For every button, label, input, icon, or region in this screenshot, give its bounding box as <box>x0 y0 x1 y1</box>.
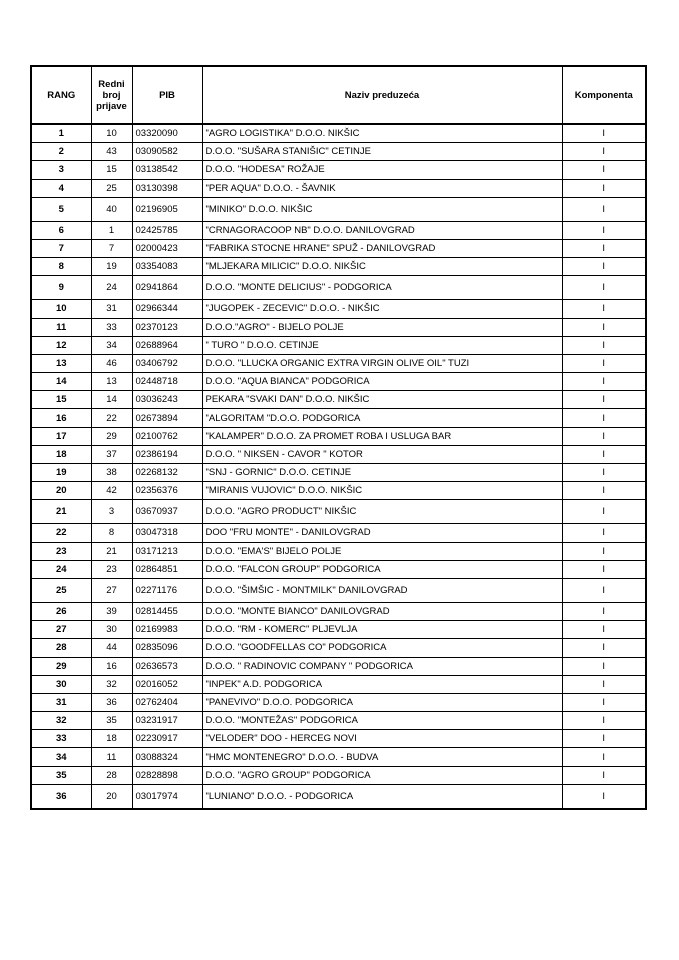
cell-komponenta: I <box>562 693 646 711</box>
table-row <box>31 639 646 657</box>
cell-pib: 02835096 <box>132 639 202 657</box>
cell-naziv: D.O.O. " RADINOVIC COMPANY " PODGORICA <box>202 657 562 675</box>
cell-naziv: "INPEK" A.D. PODGORICA <box>202 675 562 693</box>
cell-redni: 22 <box>91 409 132 427</box>
table-row <box>31 161 646 179</box>
cell-rang: 36 <box>31 784 91 809</box>
cell-naziv: "SNJ - GORNIC" D.O.O. CETINJE <box>202 464 562 482</box>
cell-naziv: "VELODER" DOO - HERCEG NOVI <box>202 730 562 748</box>
cell-naziv: "LUNIANO" D.O.O. - PODGORICA <box>202 784 562 809</box>
cell-komponenta: I <box>562 445 646 463</box>
cell-naziv: D.O.O. "RM - KOMERC" PLJEVLJA <box>202 621 562 639</box>
cell-naziv: D.O.O. "LLUCKA ORGANIC EXTRA VIRGIN OLIVE OIL" TUZI <box>202 354 562 372</box>
cell-naziv: PEKARA "SVAKI DAN" D.O.O. NIKŠIC <box>202 391 562 409</box>
cell-redni: 36 <box>91 693 132 711</box>
cell-naziv: "MLJEKARA MILICIC" D.O.O. NIKŠIC <box>202 258 562 276</box>
table-row <box>31 445 646 463</box>
table-row <box>31 239 646 257</box>
cell-pib: 03138542 <box>132 161 202 179</box>
cell-pib: 02196905 <box>132 197 202 221</box>
cell-naziv: D.O.O. "HODESA" ROŽAJE <box>202 161 562 179</box>
cell-redni: 19 <box>91 258 132 276</box>
cell-redni: 10 <box>91 124 132 143</box>
cell-pib: 02425785 <box>132 221 202 239</box>
cell-rang: 26 <box>31 602 91 620</box>
table-row <box>31 391 646 409</box>
table-row <box>31 124 646 143</box>
table-row <box>31 336 646 354</box>
cell-pib: 02864851 <box>132 560 202 578</box>
cell-komponenta: I <box>562 336 646 354</box>
cell-naziv: DOO "FRU MONTE" - DANILOVGRAD <box>202 524 562 542</box>
cell-redni: 38 <box>91 464 132 482</box>
cell-pib: 02386194 <box>132 445 202 463</box>
cell-pib: 02688964 <box>132 336 202 354</box>
cell-komponenta: I <box>562 639 646 657</box>
cell-rang: 21 <box>31 500 91 524</box>
header-rang: RANG <box>31 66 91 124</box>
cell-redni: 11 <box>91 748 132 766</box>
header-redni: Redni broj prijave <box>91 66 132 124</box>
table-row <box>31 427 646 445</box>
cell-komponenta: I <box>562 602 646 620</box>
table-row <box>31 143 646 161</box>
cell-komponenta: I <box>562 784 646 809</box>
cell-pib: 02169983 <box>132 621 202 639</box>
cell-rang: 35 <box>31 766 91 784</box>
cell-naziv: D.O.O. "ŠIMŠIC - MONTMILK" DANILOVGRAD <box>202 578 562 602</box>
cell-pib: 03090582 <box>132 143 202 161</box>
cell-naziv: "PER AQUA" D.O.O. - ŠAVNIK <box>202 179 562 197</box>
cell-naziv: " TURO " D.O.O. CETINJE <box>202 336 562 354</box>
cell-pib: 02230917 <box>132 730 202 748</box>
cell-redni: 46 <box>91 354 132 372</box>
table-row <box>31 712 646 730</box>
cell-naziv: D.O.O. "GOODFELLAS CO" PODGORICA <box>202 639 562 657</box>
cell-rang: 19 <box>31 464 91 482</box>
cell-komponenta: I <box>562 621 646 639</box>
cell-rang: 28 <box>31 639 91 657</box>
cell-redni: 43 <box>91 143 132 161</box>
cell-naziv: D.O.O. "MONTE BIANCO" DANILOVGRAD <box>202 602 562 620</box>
cell-pib: 03171213 <box>132 542 202 560</box>
table-row <box>31 221 646 239</box>
cell-pib: 03017974 <box>132 784 202 809</box>
cell-pib: 03670937 <box>132 500 202 524</box>
table-row <box>31 409 646 427</box>
cell-rang: 6 <box>31 221 91 239</box>
cell-rang: 15 <box>31 391 91 409</box>
cell-redni: 40 <box>91 197 132 221</box>
cell-komponenta: I <box>562 239 646 257</box>
cell-redni: 14 <box>91 391 132 409</box>
table-row <box>31 300 646 318</box>
cell-rang: 3 <box>31 161 91 179</box>
cell-rang: 24 <box>31 560 91 578</box>
cell-redni: 1 <box>91 221 132 239</box>
table-row <box>31 602 646 620</box>
cell-pib: 03047318 <box>132 524 202 542</box>
cell-redni: 18 <box>91 730 132 748</box>
cell-pib: 03130398 <box>132 179 202 197</box>
cell-redni: 3 <box>91 500 132 524</box>
cell-pib: 02000423 <box>132 239 202 257</box>
header-pib: PIB <box>132 66 202 124</box>
cell-redni: 21 <box>91 542 132 560</box>
cell-rang: 9 <box>31 276 91 300</box>
cell-pib: 03231917 <box>132 712 202 730</box>
table-row <box>31 373 646 391</box>
cell-komponenta: I <box>562 318 646 336</box>
cell-komponenta: I <box>562 179 646 197</box>
cell-naziv: "ALGORITAM "D.O.O. PODGORICA <box>202 409 562 427</box>
cell-rang: 12 <box>31 336 91 354</box>
table-row <box>31 542 646 560</box>
cell-rang: 4 <box>31 179 91 197</box>
cell-redni: 25 <box>91 179 132 197</box>
cell-komponenta: I <box>562 427 646 445</box>
cell-naziv: "PANEVIVO" D.O.O. PODGORICA <box>202 693 562 711</box>
table-row <box>31 766 646 784</box>
cell-rang: 16 <box>31 409 91 427</box>
table-row <box>31 657 646 675</box>
cell-pib: 03036243 <box>132 391 202 409</box>
cell-komponenta: I <box>562 300 646 318</box>
cell-naziv: "FABRIKA STOCNE HRANE" SPUŽ - DANILOVGRAD <box>202 239 562 257</box>
cell-komponenta: I <box>562 500 646 524</box>
cell-komponenta: I <box>562 373 646 391</box>
cell-rang: 2 <box>31 143 91 161</box>
cell-naziv: "KALAMPER" D.O.O. ZA PROMET ROBA I USLUGA BAR <box>202 427 562 445</box>
cell-redni: 44 <box>91 639 132 657</box>
cell-redni: 34 <box>91 336 132 354</box>
cell-redni: 15 <box>91 161 132 179</box>
table-row <box>31 578 646 602</box>
cell-komponenta: I <box>562 657 646 675</box>
cell-pib: 03320090 <box>132 124 202 143</box>
cell-redni: 8 <box>91 524 132 542</box>
cell-naziv: "CRNAGORACOOP NB" D.O.O. DANILOVGRAD <box>202 221 562 239</box>
cell-rang: 29 <box>31 657 91 675</box>
cell-komponenta: I <box>562 730 646 748</box>
cell-redni: 37 <box>91 445 132 463</box>
table-row <box>31 784 646 809</box>
cell-naziv: D.O.O."AGRO" - BIJELO POLJE <box>202 318 562 336</box>
cell-redni: 31 <box>91 300 132 318</box>
cell-naziv: "MIRANIS VUJOVIC" D.O.O. NIKŠIC <box>202 482 562 500</box>
header-komponenta: Komponenta <box>562 66 646 124</box>
cell-redni: 32 <box>91 675 132 693</box>
cell-rang: 17 <box>31 427 91 445</box>
cell-pib: 02966344 <box>132 300 202 318</box>
table-row <box>31 179 646 197</box>
cell-rang: 8 <box>31 258 91 276</box>
cell-redni: 7 <box>91 239 132 257</box>
table-row <box>31 197 646 221</box>
cell-naziv: "HMC MONTENEGRO" D.O.O. - BUDVA <box>202 748 562 766</box>
cell-rang: 10 <box>31 300 91 318</box>
cell-pib: 02356376 <box>132 482 202 500</box>
table-row <box>31 500 646 524</box>
header-naziv: Naziv preduzeća <box>202 66 562 124</box>
cell-komponenta: I <box>562 409 646 427</box>
cell-pib: 02016052 <box>132 675 202 693</box>
cell-komponenta: I <box>562 766 646 784</box>
cell-naziv: "MINIKO" D.O.O. NIKŠIC <box>202 197 562 221</box>
cell-redni: 16 <box>91 657 132 675</box>
cell-pib: 02673894 <box>132 409 202 427</box>
table-row <box>31 693 646 711</box>
table-row <box>31 464 646 482</box>
cell-rang: 34 <box>31 748 91 766</box>
cell-pib: 02814455 <box>132 602 202 620</box>
cell-komponenta: I <box>562 464 646 482</box>
cell-pib: 03406792 <box>132 354 202 372</box>
cell-naziv: D.O.O. " NIKSEN - CAVOR " KOTOR <box>202 445 562 463</box>
cell-naziv: D.O.O. "MONTE DELICIUS" - PODGORICA <box>202 276 562 300</box>
cell-rang: 30 <box>31 675 91 693</box>
table-row <box>31 482 646 500</box>
cell-naziv: D.O.O. "AGRO PRODUCT" NIKŠIC <box>202 500 562 524</box>
cell-komponenta: I <box>562 197 646 221</box>
cell-rang: 20 <box>31 482 91 500</box>
cell-redni: 33 <box>91 318 132 336</box>
cell-rang: 5 <box>31 197 91 221</box>
cell-komponenta: I <box>562 258 646 276</box>
cell-komponenta: I <box>562 524 646 542</box>
table-row <box>31 675 646 693</box>
cell-komponenta: I <box>562 712 646 730</box>
table-row <box>31 560 646 578</box>
cell-rang: 23 <box>31 542 91 560</box>
table-row <box>31 276 646 300</box>
cell-naziv: D.O.O. "AQUA BIANCA" PODGORICA <box>202 373 562 391</box>
cell-pib: 02762404 <box>132 693 202 711</box>
cell-pib: 03088324 <box>132 748 202 766</box>
cell-rang: 14 <box>31 373 91 391</box>
cell-naziv: D.O.O. "EMA'S" BIJELO POLJE <box>202 542 562 560</box>
table-row <box>31 730 646 748</box>
cell-rang: 27 <box>31 621 91 639</box>
cell-rang: 25 <box>31 578 91 602</box>
table-row <box>31 318 646 336</box>
cell-komponenta: I <box>562 161 646 179</box>
cell-naziv: "AGRO LOGISTIKA" D.O.O. NIKŠIC <box>202 124 562 143</box>
cell-komponenta: I <box>562 354 646 372</box>
cell-komponenta: I <box>562 143 646 161</box>
cell-pib: 03354083 <box>132 258 202 276</box>
cell-rang: 22 <box>31 524 91 542</box>
ranking-table <box>30 65 647 810</box>
cell-redni: 20 <box>91 784 132 809</box>
cell-komponenta: I <box>562 675 646 693</box>
cell-redni: 35 <box>91 712 132 730</box>
cell-naziv: "JUGOPEK - ZECEVIC" D.O.O. - NIKŠIC <box>202 300 562 318</box>
cell-redni: 13 <box>91 373 132 391</box>
cell-komponenta: I <box>562 578 646 602</box>
table-row <box>31 524 646 542</box>
cell-rang: 13 <box>31 354 91 372</box>
cell-rang: 18 <box>31 445 91 463</box>
cell-komponenta: I <box>562 560 646 578</box>
cell-komponenta: I <box>562 391 646 409</box>
cell-rang: 31 <box>31 693 91 711</box>
cell-redni: 39 <box>91 602 132 620</box>
table-row <box>31 258 646 276</box>
cell-rang: 33 <box>31 730 91 748</box>
table-row <box>31 621 646 639</box>
cell-redni: 24 <box>91 276 132 300</box>
cell-naziv: D.O.O. "AGRO GROUP" PODGORICA <box>202 766 562 784</box>
cell-redni: 29 <box>91 427 132 445</box>
cell-pib: 02268132 <box>132 464 202 482</box>
cell-komponenta: I <box>562 276 646 300</box>
cell-pib: 02100762 <box>132 427 202 445</box>
cell-pib: 02941864 <box>132 276 202 300</box>
cell-pib: 02370123 <box>132 318 202 336</box>
cell-pib: 02271176 <box>132 578 202 602</box>
header-row <box>31 66 646 124</box>
cell-rang: 7 <box>31 239 91 257</box>
cell-komponenta: I <box>562 748 646 766</box>
table-row <box>31 748 646 766</box>
table-row <box>31 354 646 372</box>
cell-komponenta: I <box>562 542 646 560</box>
cell-komponenta: I <box>562 221 646 239</box>
cell-rang: 11 <box>31 318 91 336</box>
cell-redni: 30 <box>91 621 132 639</box>
cell-rang: 1 <box>31 124 91 143</box>
table-header <box>31 66 646 124</box>
cell-rang: 32 <box>31 712 91 730</box>
cell-pib: 02636573 <box>132 657 202 675</box>
cell-redni: 27 <box>91 578 132 602</box>
cell-naziv: D.O.O. "FALCON GROUP" PODGORICA <box>202 560 562 578</box>
cell-pib: 02448718 <box>132 373 202 391</box>
cell-redni: 28 <box>91 766 132 784</box>
cell-pib: 02828898 <box>132 766 202 784</box>
cell-naziv: D.O.O. "SUŠARA STANIŠIC" CETINJE <box>202 143 562 161</box>
cell-redni: 23 <box>91 560 132 578</box>
cell-redni: 42 <box>91 482 132 500</box>
cell-komponenta: I <box>562 124 646 143</box>
cell-komponenta: I <box>562 482 646 500</box>
table-body <box>31 124 646 809</box>
cell-naziv: D.O.O. "MONTEŽAS" PODGORICA <box>202 712 562 730</box>
